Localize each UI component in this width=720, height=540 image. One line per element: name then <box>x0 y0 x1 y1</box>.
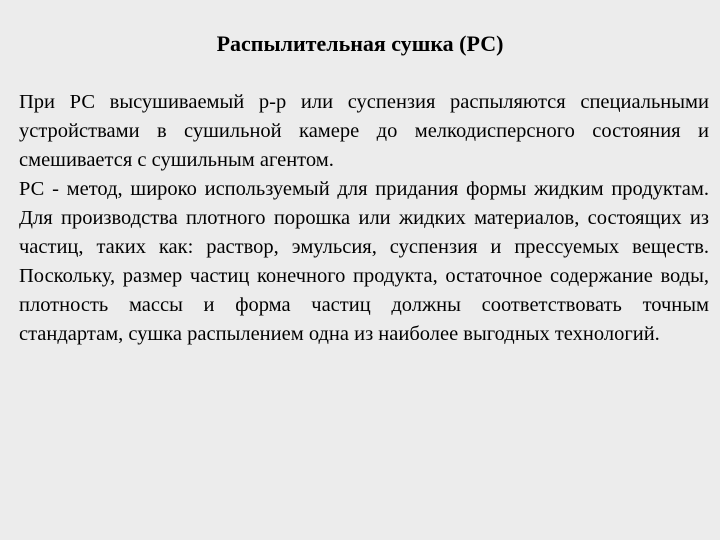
slide-body <box>19 88 709 349</box>
paragraph-1: При РС высушиваемый р-р или суспензия распыляются специальными устройствами в сушильной камере до мелкодисперсного состояния и смешивается с сушильным агентом. <box>19 91 709 171</box>
slide-title: Распылительная сушка (РС) <box>216 31 504 56</box>
paragraph-2: РС - метод, широко используемый для придания формы жидким продуктам. Для производства плотного порошка или жидких материалов, состоящих из частиц, таких как: раствор, эмульсия, суспензия и прессуемых веществ. Поскольку, размер частиц конечного продукта, остаточное содержание воды, плотность массы и форма частиц должны соответствовать точным стандартам, сушка распылением одна из наиболее выгодных технологий. <box>19 178 709 345</box>
